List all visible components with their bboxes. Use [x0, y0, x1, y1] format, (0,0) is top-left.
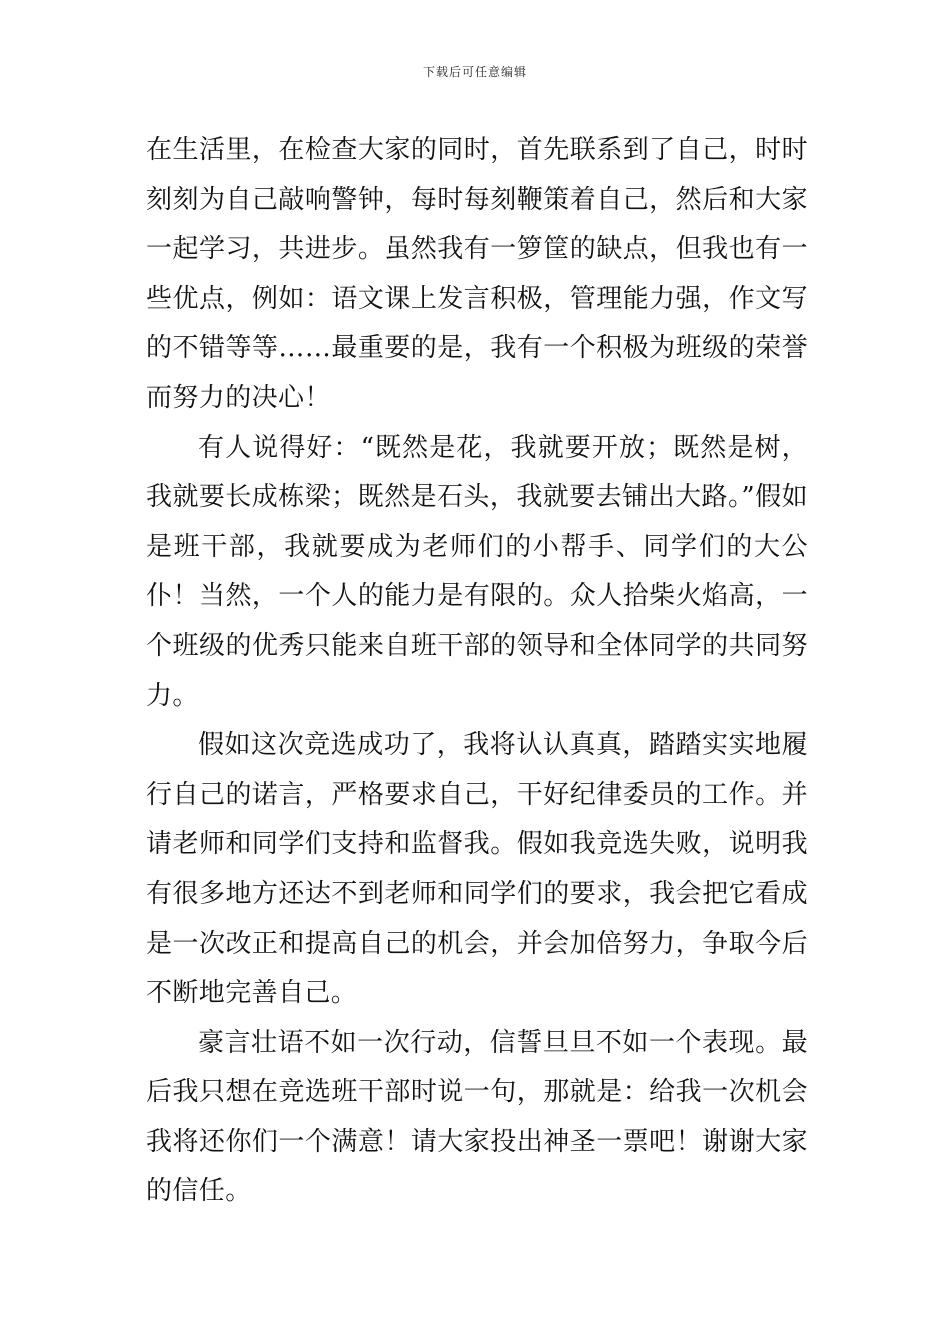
paragraph-3: 假如这次竞选成功了，我将认认真真，踏踏实实地履行自己的诺言，严格要求自己，干好纪律委员的工作。并请老师和同学们支持和监督我。假如我竞选失败，说明我有很多地方还达不到老师和同学们的要求，我会把它看成是一次改正和提高自己的机会，并会加倍努力，争取今后不断地完善自己。	[146, 730, 808, 1009]
paragraph-2: 有人说得好：“既然是花，我就要开放；既然是树，我就要长成栋梁；既然是石头，我就要去铺出大路。”假如是班干部，我就要成为老师们的小帮手、同学们的大公仆！当然，一个人的能力是有限的。众人拾柴火焰高，一个班级的优秀只能来自班干部的领导和全体同学的共同努力。	[146, 432, 808, 711]
document-body	[146, 126, 808, 1217]
paragraph-1: 在生活里，在检查大家的同时，首先联系到了自己，时时刻刻为自己敲响警钟，每时每刻鞭策着自己，然后和大家一起学习，共进步。虽然我有一箩筐的缺点，但我也有一些优点，例如：语文课上发言积极，管理能力强，作文写的不错等等……最重要的是，我有一个积极为班级的荣誉而努力的决心！	[146, 135, 808, 413]
paragraph-4: 豪言壮语不如一次行动，信誓旦旦不如一个表现。最后我只想在竞选班干部时说一句，那就是：给我一次机会我将还你们一个满意！请大家投出神圣一票吧！谢谢大家的信任。	[146, 1027, 808, 1207]
page-header-note: 下载后可任意编辑	[422, 65, 527, 79]
